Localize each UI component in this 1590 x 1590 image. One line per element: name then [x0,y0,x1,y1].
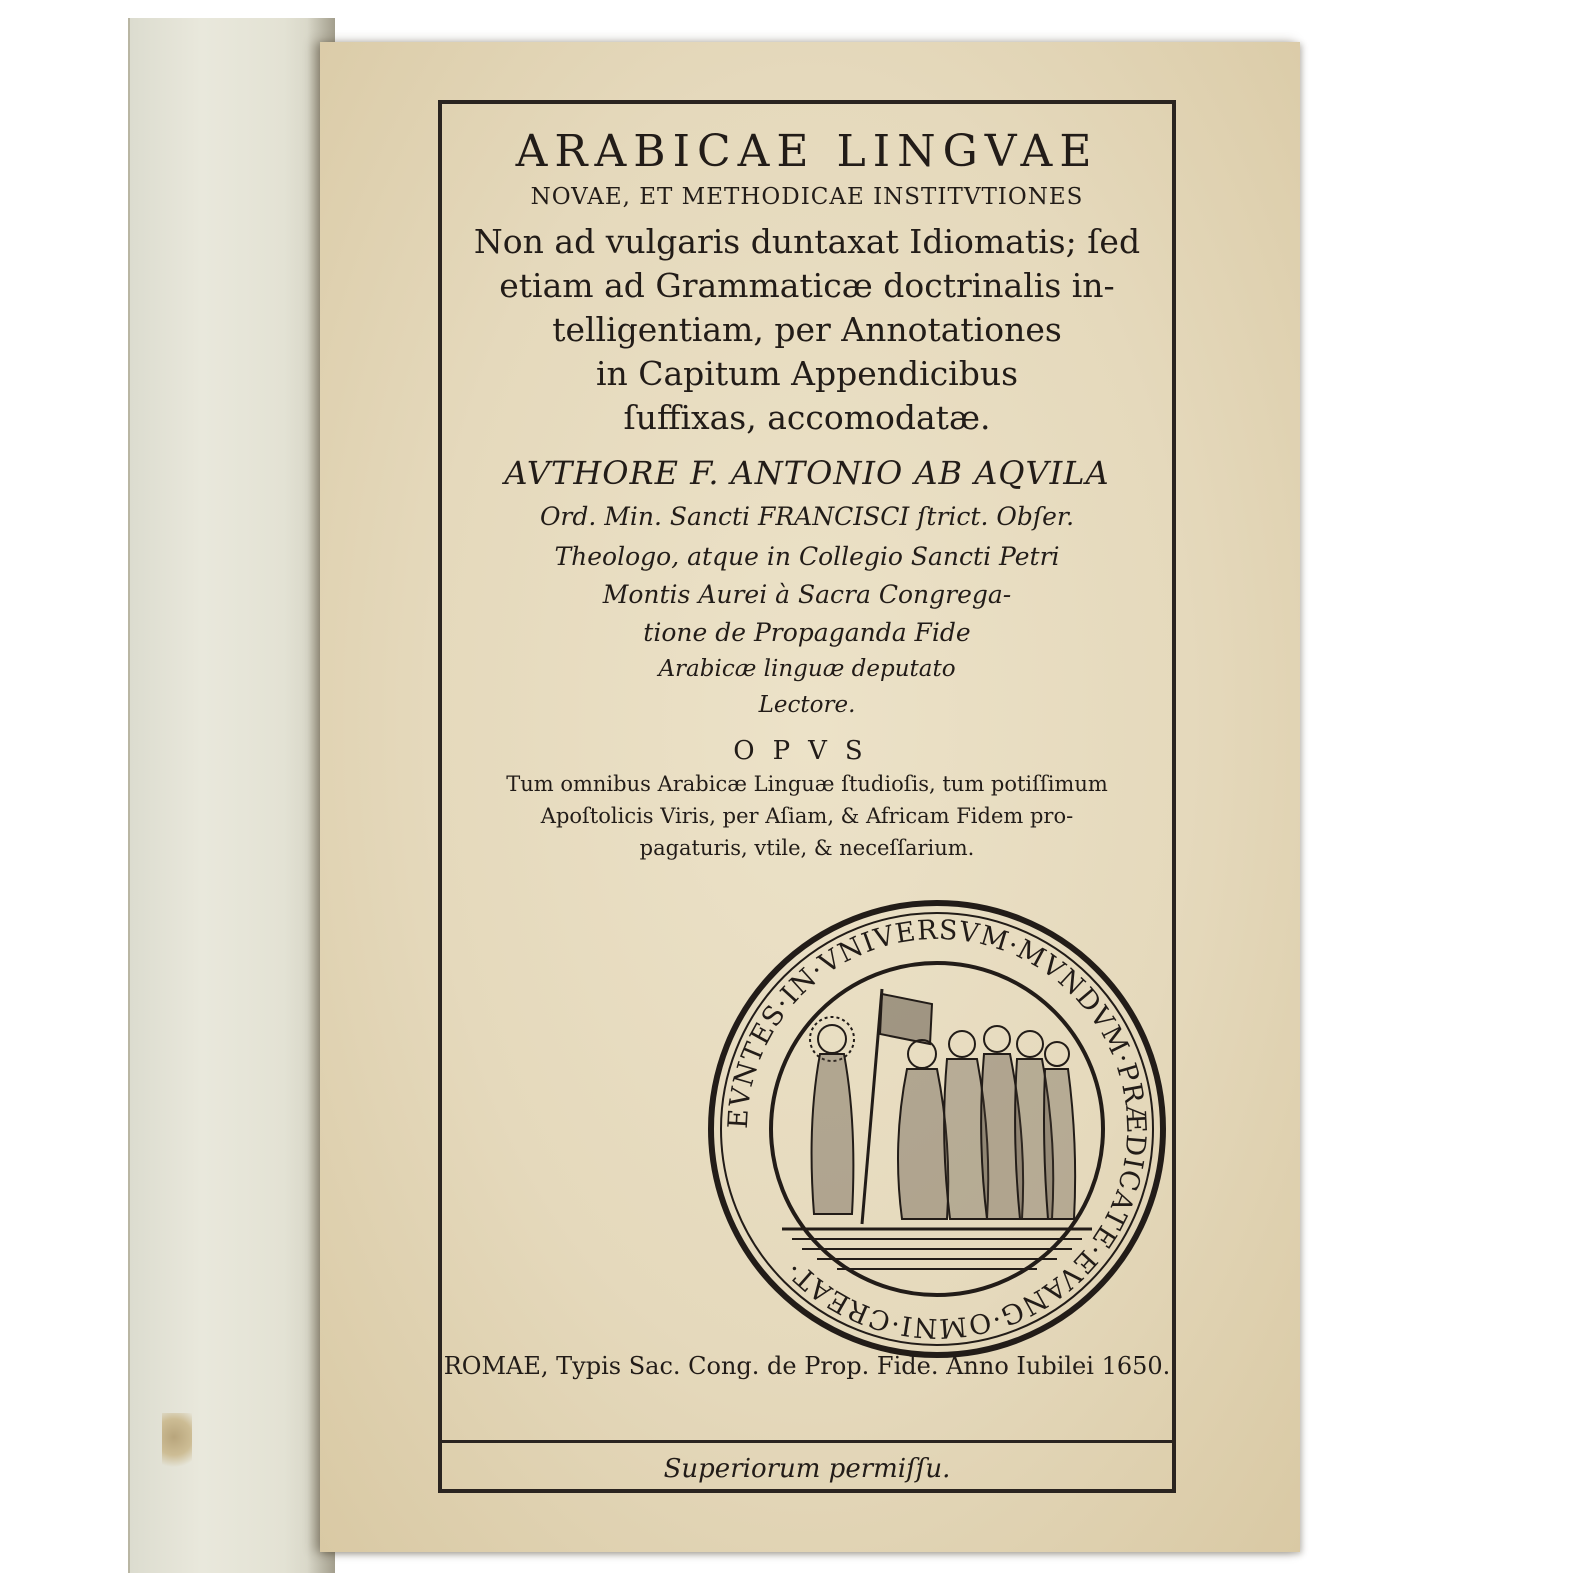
description-line: etiam ad Grammaticæ doctrinalis in- [499,266,1115,305]
subtitle: NOVAE, ET METHODICAE INSTITVTIONES [530,184,1084,210]
permission-line: Superiorum permiſſu. [663,1454,951,1484]
author-detail-line: Lectore. [758,692,856,718]
opus-line: Tum omnibus Arabicæ Linguæ ſtudioſis, tum potiſſimum [506,772,1108,796]
opus-line: pagaturis, vtile, & neceſſarium. [639,836,975,860]
author-detail-line: Theologo, atque in Collegio Sancti Petri [554,542,1060,571]
ruled-border [438,100,1176,1493]
printer-seal-emblem [702,894,1172,1364]
left-endpaper [128,18,335,1573]
description-line: telligentiam, per Annotationes [552,310,1062,349]
opus-line: Apoſtolicis Viris, per Aſiam, & Africam Fidem pro- [540,804,1074,828]
author-detail-line: Arabicæ linguæ deputato [658,656,956,682]
author-detail-line: Montis Aurei à Sacra Congrega- [602,580,1012,609]
paper-damage [162,1413,192,1473]
title-page [320,42,1300,1552]
description-line: ſuffixas, accomodatæ. [623,398,991,437]
author-detail-line: Ord. Min. Sancti FRANCISCI ſtrict. Obſer. [539,502,1075,531]
author-line: AVTHORE F. ANTONIO AB AQVILA [504,454,1110,492]
main-title: ARABICAE LINGVAE [515,126,1099,177]
description-line: in Capitum Appendicibus [595,354,1019,393]
author-detail-line: tione de Propaganda Fide [643,618,971,647]
description-line: Non ad vulgaris duntaxat Idiomatis; ſed [473,222,1141,261]
imprint-line: ROMAE, Typis Sac. Cong. de Prop. Fide. Anno Iubilei 1650. [443,1352,1171,1380]
seal-legend: EVNTES·IN·VNIVERSVM·MVNDVM·PRÆDICATE·EVANG·OMNI·CREAT· [722,914,1152,1344]
opus-heading: OPVS [733,736,881,766]
seal-scene [782,989,1092,1269]
